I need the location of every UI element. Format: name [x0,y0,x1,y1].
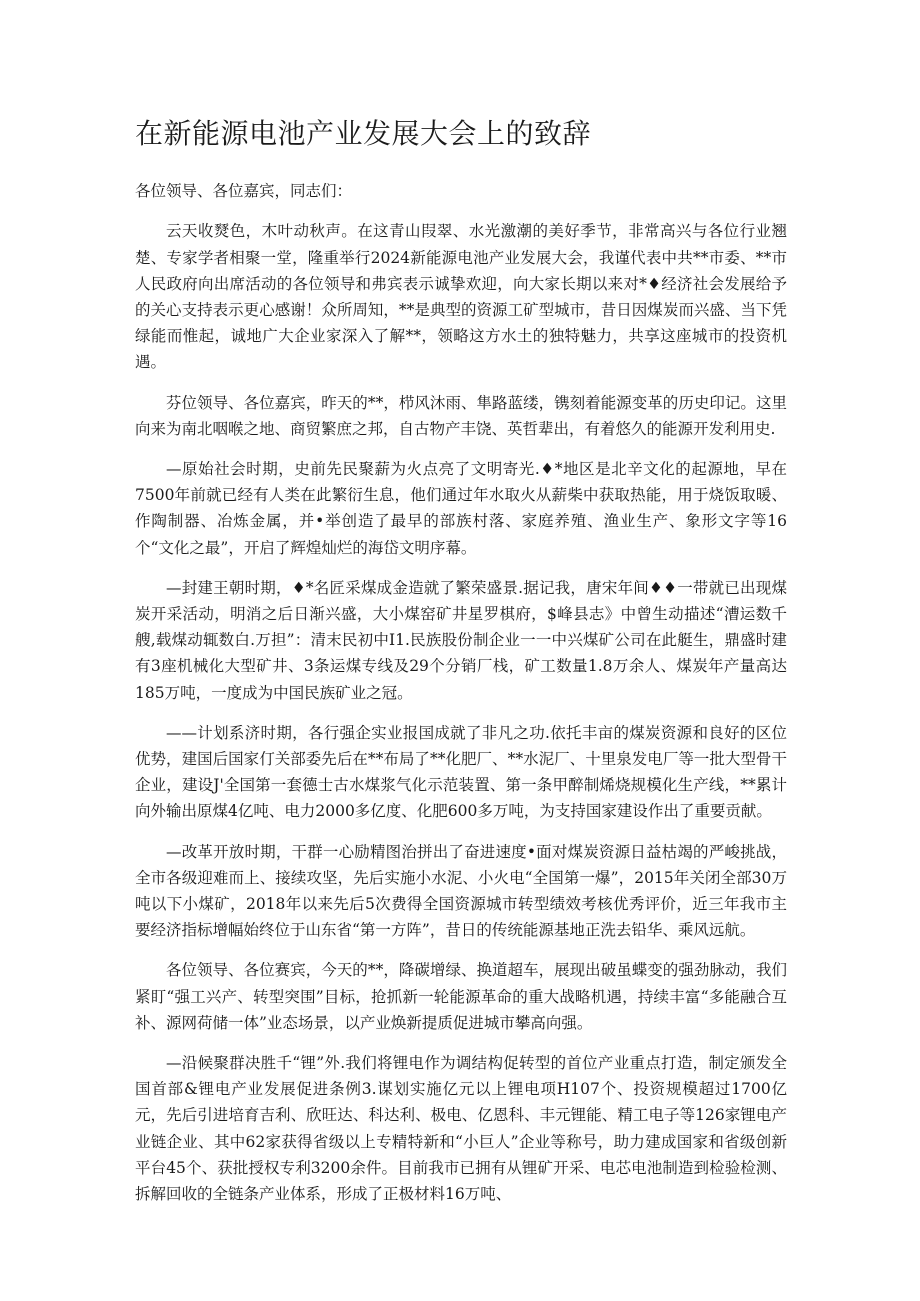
paragraph: —沿候聚群决胜千“锂”外.我们将锂电作为调结构促转型的首位产业重点打造，制定颁发全国首部&锂电产业发展促进条例3.谋划实施亿元以上锂电项H107个、投资规模超过1700亿元，先后引进培育吉利、欣旺达、科达利、极电、亿恩科、丰元锂能、精工电子等126家锂电产业链企业、其中62家获得省级以上专精特新和“小巨人”企业等称号，助力建成国家和省级创新平台45个、获批授权专利3200余件。目前我市已拥有从锂矿开采、电芯电池制造到检验检测、拆解回收的全链条产业体系，形成了正极材料16万吨、 [135,1054,787,1204]
paragraph: 云天收燹色，木叶动秋声。在这青山叚翠、水光激潮的美好季节，非常高兴与各位行业翘楚、专家学者相聚一堂，隆重举行2024新能源电池产业发展大会，我谨代表中共**市委、**市人民政府向出席活动的各位领导和弗宾表示诚挚欢迎，向大家长期以来对*♦经济社会发展给予的关心支持表示更心感谢！众所周知，**是典型的资源工矿型城市，昔日因煤炭而兴盛、当下凭绿能而惟起，诚地广大企业家深入了解**，领略这方水土的独特魅力，共享这座城市的投资机遇。 [135,222,787,372]
paragraph: 各位领导、各位赛宾，今天的**，降碳增绿、换道超车，展现出破虽蝶变的强劲脉动，我们紧盯“强工兴产、转型突围”目标，抢抓新一轮能源革命的重大战略机遇，持续丰富“多能融合互补、源网荷储一体”业态场景，以产业焕新提质促进城市攀高向强。 [135,961,787,1032]
document-page [135,116,787,1221]
paragraph: —原始社会时期，史前先民聚薪为火点亮了文明寄光.♦*地区是北辛文化的起源地，早在7500年前就已经有人类在此繁衍生息，他们通过年水取火从薪柴中获取热能，用于烧饭取暖、作陶制器、冶炼金属，并•举创造了最早的部族村落、家庭养殖、渔业生产、象形文字等16个“文化之最”，开启了辉煌灿烂的海岱文明序幕。 [135,460,787,557]
paragraph: 芬位领导、各位嘉宾，昨天的**，栉风沐雨、隼路蓝缕，镌刻着能源变革的历史印记。这里向来为南北咽喉之地、商贸繁庶之邦，自古物产丰饶、英哲辈出，有着悠久的能源开发利用史. [135,393,787,438]
paragraph: ——计划系济时期，各行强企实业报国成就了非凡之功.依托丰亩的煤炭资源和良好的区位优势，建国后国家仃关部委先后在**布局了**化肥厂、**水泥厂、十里泉发电厂等一批大型骨干企业，建设J'全国第一套德士古水煤浆气化示范装置、第一条甲醉制烯烧规模化生产线，**累计向外输出原煤4亿吨、电力2000多亿度、化肥600多万吨，为支持国家建设作出了重要贡献。 [135,723,787,821]
paragraph: —改革开放时期，干群一心励精图治拼出了奋进速度•面对煤炭资源日益枯竭的严峻挑战，全市各级迎难而上、接续攻坚，先后实施小水泥、小火电“全国第一爆”，2015年关闭全部30万吨以下小煤矿，2018年以来先后5次费得全国资源城市转型绩效考核优秀评价，近三年我市主要经济指标增幅始终位于山东省“第一方阵”，昔日的传统能源基地正洗去铅华、乘风远航。 [135,842,787,940]
paragraph: —封建王朝时期，♦*名匠采煤成金造就了繁荣盛景.据记我，唐宋年间♦♦一带就已出现煤炭开采活动，明消之后日渐兴盛，大小煤窑矿井星罗棋府，$峰县志》中曾生动描述“漕运数千艘,载煤动辄数白.万担”：清末民初中I1.民族股份制企业一一中兴煤矿公司在此艇生，鼎盛时建有3座机械化大型矿井、3条运煤专线及29个分销厂栈，矿工数量1.8万余人、煤炭年产量高达185万吨，一度成为中国民族矿业之冠。 [135,578,787,702]
document-title: 在新能源电池产业发展大会上的致辞 [135,117,592,150]
document-body [135,218,787,1207]
salutation: 各位领导、各位嘉宾，同志们： [135,182,353,201]
